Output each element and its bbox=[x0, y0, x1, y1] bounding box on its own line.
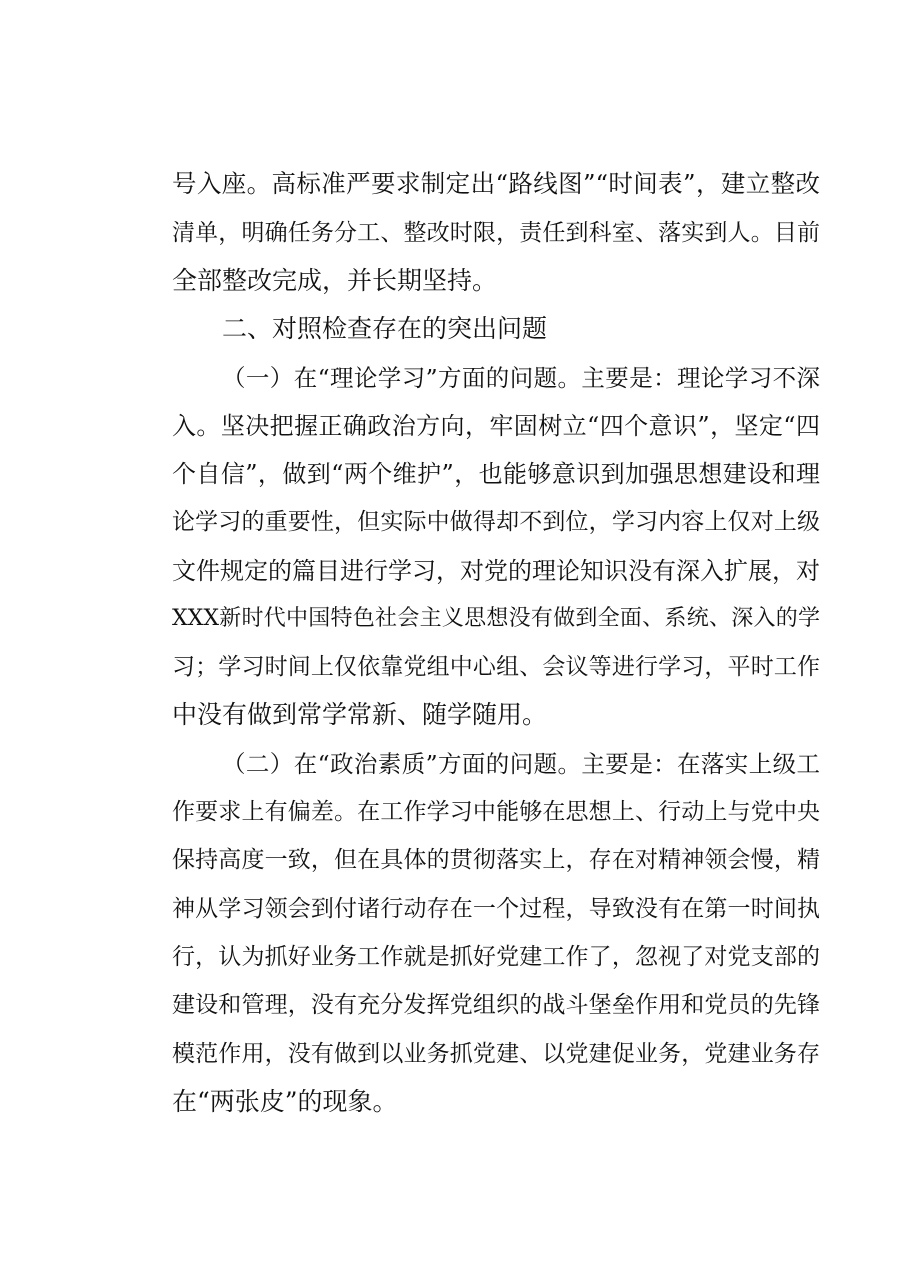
text-line: 习；学习时间上仅依靠党组中心组、会议等进行学习，平时工作 bbox=[172, 654, 820, 680]
text-line: 全部整改完成，并长期坚持。 bbox=[172, 266, 498, 295]
text-line: 号入座。高标准严要求制定出“路线图”“时间表”，建立整改 bbox=[172, 169, 820, 198]
text-line: XXX新时代中国特色社会主义思想没有做到全面、系统、深入的学 bbox=[172, 606, 820, 631]
text-line: 文件规定的篇目进行学习，对党的理论知识没有深入扩展，对 bbox=[172, 557, 820, 585]
text-line: 清单，明确任务分工、整改时限，责任到科室、落实到人。目前 bbox=[172, 220, 820, 246]
text-line: 中没有做到常学常新、随学随用。 bbox=[172, 700, 548, 729]
text-line: 模范作用，没有做到以业务抓党建、以党建促业务，党建业务存 bbox=[172, 1041, 820, 1067]
text-line: 行，认为抓好业务工作就是抓好党建工作了，忽视了对党支部的 bbox=[172, 944, 820, 970]
text-line: 入。坚决把握正确政治方向，牢固树立“四个意识”，坚定“四 bbox=[172, 412, 820, 440]
section-heading: 二、对照检查存在的突出问题 bbox=[222, 314, 548, 343]
text-line: 神从学习领会到付诸行动存在一个过程，导致没有在第一时间执 bbox=[172, 896, 820, 922]
text-line: （一）在“理论学习”方面的问题。主要是：理论学习不深 bbox=[222, 364, 820, 392]
text-line: （二）在“政治素质”方面的问题。主要是：在落实上级工 bbox=[222, 750, 820, 778]
text-line: 论学习的重要性，但实际中做得却不到位，学习内容上仅对上级 bbox=[172, 509, 820, 535]
text-line: 作要求上有偏差。在工作学习中能够在思想上、行动上与党中央 bbox=[172, 799, 820, 825]
text-line: 在“两张皮”的现象。 bbox=[172, 1087, 398, 1116]
text-line: 个自信”，做到“两个维护”，也能够意识到加强思想建设和理 bbox=[172, 460, 820, 488]
text-line: 保持高度一致，但在具体的贯彻落实上，存在对精神领会慢，精 bbox=[172, 847, 820, 873]
text-line: 建设和管理，没有充分发挥党组织的战斗堡垒作用和党员的先锋 bbox=[172, 992, 820, 1018]
